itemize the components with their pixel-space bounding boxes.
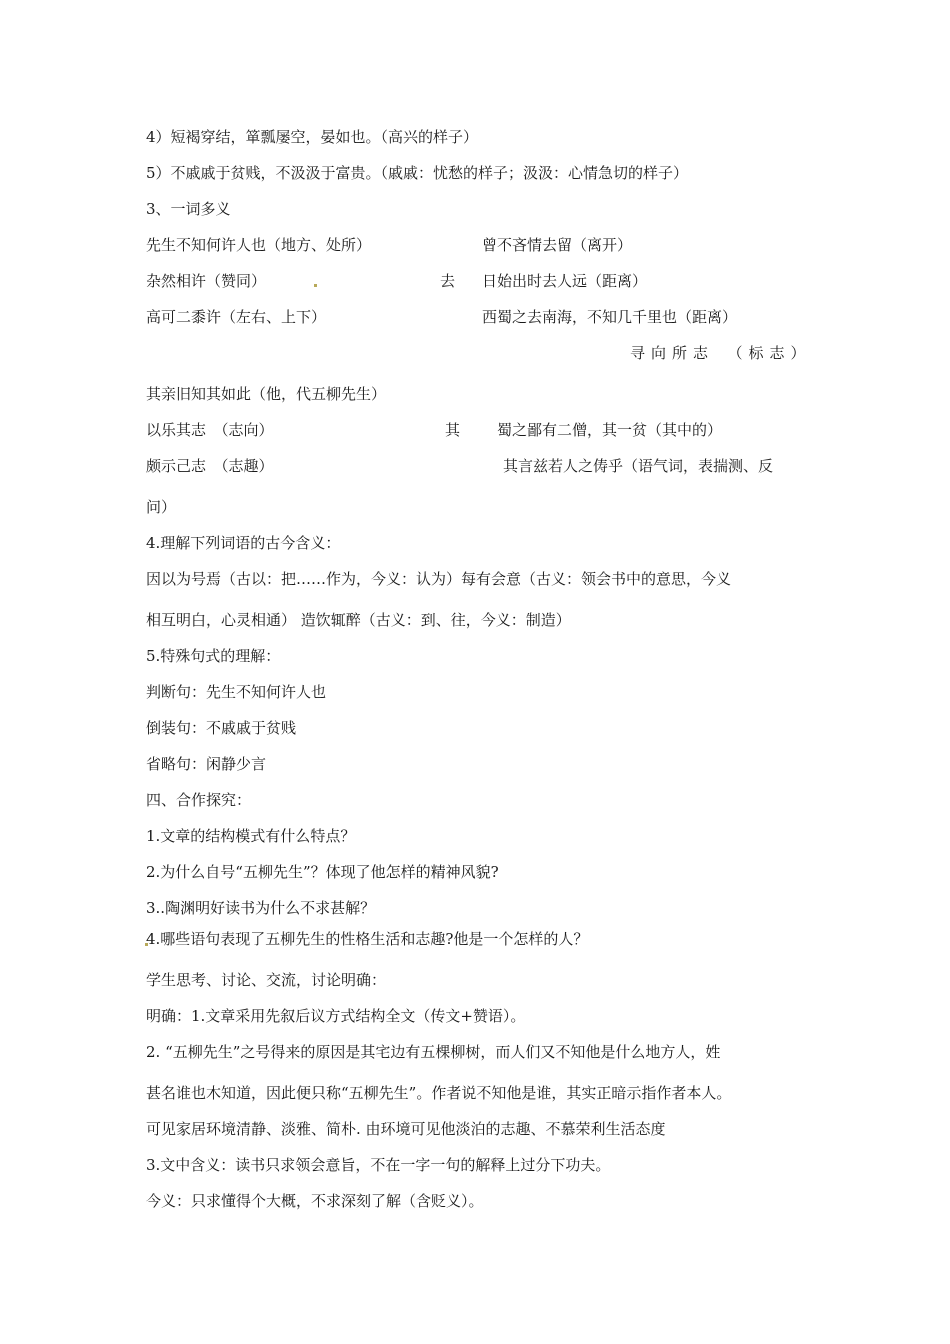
question-line: 2.为什么自号“五柳先生”？体现了他怎样的精神风貌? [146, 863, 499, 881]
text-line: 省略句：闲静少言 [146, 755, 267, 773]
text-line: 杂然相许（赞同） [146, 272, 267, 290]
text-line: 寻向所志 （标志） [630, 344, 812, 362]
text-line: 以乐其志 （志向） [146, 421, 274, 439]
question-line: 3..陶渊明好读书为什么不求甚解？ [146, 899, 376, 917]
section-heading: 4.理解下列词语的古今含义： [146, 534, 341, 552]
text-line: 日始出时去人远（距离） [482, 272, 648, 290]
text-line: 高可二黍许（左右、上下） [146, 308, 327, 326]
text-line: 曾不吝情去留（离开） [482, 236, 633, 254]
stray-dot [314, 284, 317, 287]
section-heading: 5.特殊句式的理解： [146, 647, 281, 665]
text-line: 西蜀之去南海，不知几千里也（距离） [482, 308, 738, 326]
text-line: 颇示己志 （志趣） [146, 457, 274, 475]
question-line: 1.文章的结构模式有什么特点？ [146, 827, 356, 845]
text-line: 先生不知何许人也（地方、处所） [146, 236, 372, 254]
text-line: 其亲旧知其如此（他，代五柳先生） [146, 385, 387, 403]
polysemy-char: 其 [445, 421, 461, 439]
text-line: 学生思考、讨论、交流，讨论明确： [146, 971, 387, 989]
answer-line: 明确：1.文章采用先叙后议方式结构全文（传文+赞语）。 [146, 1007, 526, 1025]
answer-line: 2. “五柳先生”之号得来的原因是其宅边有五棵柳树，而人们又不知他是什么地方人，姓 [146, 1043, 721, 1061]
text-line: 5）不戚戚于贫贱，不汲汲于富贵。（戚戚：忧愁的样子；汲汲：心情急切的样子） [146, 164, 689, 182]
text-line: 相互明白，心灵相通） 造饮辄醉（古义：到、往，今义：制造） [146, 611, 571, 629]
text-line: 问） [146, 498, 177, 516]
text-line: 蜀之鄙有二僧，其一贫（其中的） [497, 421, 723, 439]
text-line: 其言兹若人之俦乎（语气词，表揣测、反 [503, 457, 774, 475]
text-line: 4）短褐穿结，箪瓢屡空，晏如也。（高兴的样子） [146, 128, 479, 146]
section-heading: 四、合作探究： [146, 791, 252, 809]
section-heading: 3、一词多义 [146, 200, 231, 218]
text-line: 因以为号焉（古以：把……作为，今义：认为）每有会意（古义：领会书中的意思，今义 [146, 570, 732, 588]
answer-line: 可见家居环境清静、淡雅、简朴. 由环境可见他淡泊的志趣、不慕荣利生活态度 [146, 1120, 666, 1138]
answer-line: 甚名谁也木知道，因此便只称“五柳先生”。作者说不知他是谁，其实正暗示指作者本人。 [146, 1084, 732, 1102]
polysemy-char: 去 [440, 272, 456, 290]
answer-line: 今义：只求懂得个大概，不求深刻了解（含贬义）。 [146, 1192, 484, 1210]
text-line: 判断句：先生不知何许人也 [146, 683, 327, 701]
answer-line: 3.文中含义：读书只求领会意旨，不在一字一句的解释上过分下功夫。 [146, 1156, 611, 1174]
question-line: 4.哪些语句表现了五柳先生的性格生活和志趣?他是一个怎样的人？ [146, 930, 589, 948]
text-line: 倒装句：不戚戚于贫贱 [146, 719, 297, 737]
